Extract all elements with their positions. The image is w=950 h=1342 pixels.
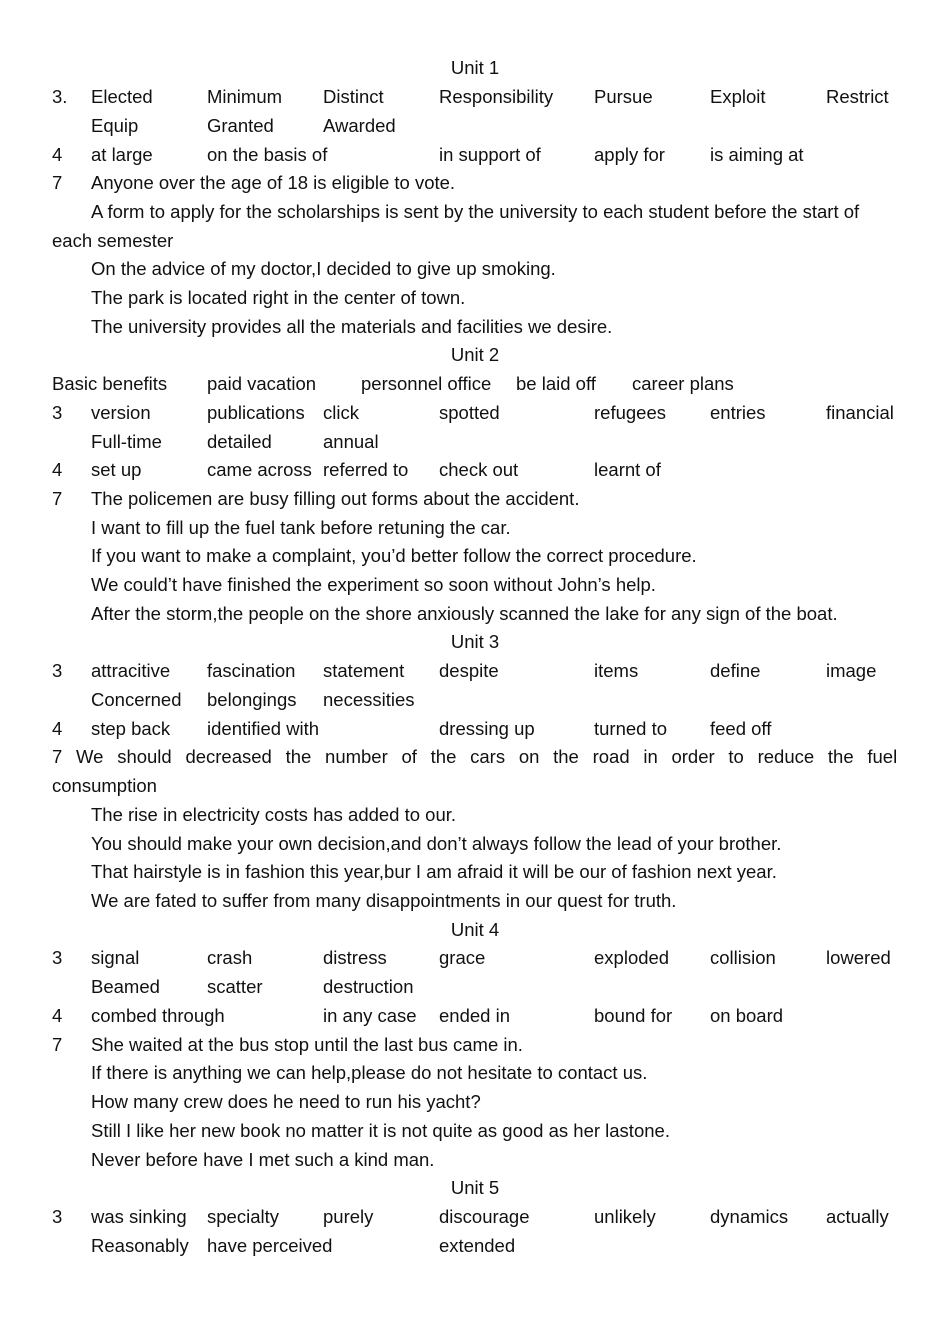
- word: road: [592, 746, 630, 767]
- exercise-number: 7: [52, 1034, 63, 1055]
- word: Full-time: [91, 431, 162, 452]
- word: exploded: [594, 947, 670, 968]
- word: distress: [323, 947, 387, 968]
- word: financial: [826, 402, 894, 423]
- word: the: [285, 746, 312, 767]
- word: entries: [710, 402, 766, 423]
- vocab-term: personnel office: [361, 373, 492, 394]
- sentence: Anyone over the age of 18 is eligible to vote.: [91, 172, 456, 193]
- word: have perceived: [207, 1235, 333, 1256]
- unit-3-ex4: [0, 714, 950, 743]
- vocab-term: paid vacation: [207, 373, 317, 394]
- phrase: combed through: [91, 1005, 225, 1026]
- exercise-number: 7: [52, 746, 63, 767]
- sentence: Never before have I met such a kind man.: [91, 1149, 435, 1170]
- word: Exploit: [710, 86, 766, 107]
- vocab-term: career plans: [632, 373, 734, 394]
- word: Minimum: [207, 86, 283, 107]
- sentence: That hairstyle is in fashion this year,bur I am afraid it will be our of fashion next year.: [91, 861, 777, 882]
- unit-3-ex7-line: [0, 829, 950, 858]
- word: the: [430, 746, 457, 767]
- unit-4-ex7-line: [0, 1145, 950, 1174]
- unit-1-ex7-line: [0, 168, 950, 197]
- sentence: The rise in electricity costs has added to our.: [91, 804, 457, 825]
- exercise-number: 4: [52, 718, 63, 739]
- word: Elected: [91, 86, 153, 107]
- sentence: If there is anything we can help,please do not hesitate to contact us.: [91, 1062, 648, 1083]
- word: specialty: [207, 1206, 279, 1227]
- sentence: We are fated to suffer from many disappointments in our quest for truth.: [91, 890, 677, 911]
- unit-2-ex7-line: [0, 484, 950, 513]
- word: decreased: [185, 746, 272, 767]
- word: crash: [207, 947, 253, 968]
- sentence: After the storm,the people on the shore anxiously scanned the lake for any sign of the boat.: [91, 603, 838, 624]
- unit-2-title: Unit 2: [450, 344, 500, 365]
- sentence: The university provides all the materials and facilities we desire.: [91, 316, 613, 337]
- word: click: [323, 402, 359, 423]
- unit-1-ex7-line: [0, 254, 950, 283]
- exercise-number: 7: [52, 172, 63, 193]
- exercise-number: 3: [52, 660, 63, 681]
- word: lowered: [826, 947, 891, 968]
- word: unlikely: [594, 1206, 656, 1227]
- phrase: came across: [207, 459, 312, 480]
- exercise-number: 3: [52, 947, 63, 968]
- word: of: [401, 746, 417, 767]
- phrase: on the basis of: [207, 144, 328, 165]
- word: was sinking: [91, 1206, 187, 1227]
- word: extended: [439, 1235, 516, 1256]
- word: Distinct: [323, 86, 384, 107]
- word: cars: [470, 746, 506, 767]
- word: Granted: [207, 115, 274, 136]
- unit-3-title: Unit 3: [450, 631, 500, 652]
- unit-3-ex7-line: [0, 886, 950, 915]
- word: to: [728, 746, 744, 767]
- word: image: [826, 660, 877, 681]
- vocab-term: Basic benefits: [52, 373, 168, 394]
- unit-5-ex3-row2: [0, 1231, 950, 1260]
- unit-3-ex7-justified-line: [52, 742, 897, 771]
- vocab-term: be laid off: [516, 373, 596, 394]
- unit-4-ex4: [0, 1001, 950, 1030]
- word: Concerned: [91, 689, 182, 710]
- word: purely: [323, 1206, 374, 1227]
- word: collision: [710, 947, 776, 968]
- phrase: on board: [710, 1005, 784, 1026]
- sentence: Still I like her new book no matter it is not quite as good as her lastone.: [91, 1120, 670, 1141]
- word: in: [643, 746, 658, 767]
- unit-2-ex3-row2: [0, 427, 950, 456]
- word: refugees: [594, 402, 666, 423]
- unit-4-ex3-row1: [0, 943, 950, 972]
- unit-4-ex7-line: [0, 1030, 950, 1059]
- word: dynamics: [710, 1206, 789, 1227]
- phrase: apply for: [594, 144, 665, 165]
- sentence: consumption: [52, 775, 157, 796]
- word: grace: [439, 947, 486, 968]
- exercise-number: 7: [52, 488, 63, 509]
- word: fascination: [207, 660, 296, 681]
- unit-2-ex7-line: [0, 599, 950, 628]
- word: define: [710, 660, 761, 681]
- sentence: She waited at the bus stop until the last bus came in.: [91, 1034, 523, 1055]
- word: Pursue: [594, 86, 653, 107]
- word: on: [518, 746, 540, 767]
- unit-4-ex7-line: [0, 1058, 950, 1087]
- word: annual: [323, 431, 379, 452]
- word: publications: [207, 402, 305, 423]
- exercise-number: 4: [52, 459, 63, 480]
- word: despite: [439, 660, 499, 681]
- phrase: identified with: [207, 718, 320, 739]
- word: Restrict: [826, 86, 889, 107]
- unit-1-ex7-line: [0, 226, 950, 255]
- exercise-number: 4: [52, 1005, 63, 1026]
- word: Equip: [91, 115, 139, 136]
- word: We: [76, 746, 104, 767]
- unit-4-ex3-row2: [0, 972, 950, 1001]
- word: number: [325, 746, 388, 767]
- word: reduce: [757, 746, 815, 767]
- word: Responsibility: [439, 86, 554, 107]
- phrase: set up: [91, 459, 142, 480]
- phrase: bound for: [594, 1005, 673, 1026]
- sentence: If you want to make a complaint, you’d better follow the correct procedure.: [91, 545, 697, 566]
- unit-1-ex4: [0, 140, 950, 169]
- unit-1-ex7-line: [0, 283, 950, 312]
- word: version: [91, 402, 151, 423]
- unit-3-ex3-row2: [0, 685, 950, 714]
- unit-3-ex7-line: [0, 857, 950, 886]
- word: discourage: [439, 1206, 530, 1227]
- phrase: feed off: [710, 718, 772, 739]
- phrase: dressing up: [439, 718, 535, 739]
- word: belongings: [207, 689, 297, 710]
- sentence: We could’t have finished the experiment so soon without John’s help.: [91, 574, 656, 595]
- phrase: referred to: [323, 459, 409, 480]
- unit-4-ex7-line: [0, 1087, 950, 1116]
- unit-5-title: Unit 5: [450, 1177, 500, 1198]
- unit-2-vocab: [0, 369, 950, 398]
- exercise-number: 3.: [52, 86, 68, 107]
- sentence: You should make your own decision,and don’t always follow the lead of your brother.: [91, 833, 782, 854]
- phrase: is aiming at: [710, 144, 804, 165]
- sentence: each semester: [52, 230, 174, 251]
- phrase: check out: [439, 459, 519, 480]
- word: Beamed: [91, 976, 160, 997]
- unit-1-ex3-row1: [0, 82, 950, 111]
- sentence: A form to apply for the scholarships is sent by the university to each student before the start of: [91, 201, 860, 222]
- phrase: in support of: [439, 144, 541, 165]
- exercise-number: 3: [52, 402, 63, 423]
- sentence: I want to fill up the fuel tank before retuning the car.: [91, 517, 511, 538]
- unit-4-title: Unit 4: [450, 919, 500, 940]
- word: necessities: [323, 689, 415, 710]
- phrase: in any case: [323, 1005, 417, 1026]
- word: statement: [323, 660, 405, 681]
- unit-2-ex7-line: [0, 513, 950, 542]
- phrase: ended in: [439, 1005, 510, 1026]
- word: destruction: [323, 976, 414, 997]
- word: Awarded: [323, 115, 396, 136]
- exercise-number: 4: [52, 144, 63, 165]
- word: the: [553, 746, 579, 767]
- unit-1-ex7-line: [0, 197, 950, 226]
- phrase: learnt of: [594, 459, 661, 480]
- word: scatter: [207, 976, 263, 997]
- word: items: [594, 660, 639, 681]
- sentence: The policemen are busy filling out forms about the accident.: [91, 488, 580, 509]
- word: detailed: [207, 431, 272, 452]
- unit-1-title: Unit 1: [450, 57, 500, 78]
- word: should: [117, 746, 172, 767]
- word: actually: [826, 1206, 889, 1227]
- word: Reasonably: [91, 1235, 189, 1256]
- word: spotted: [439, 402, 500, 423]
- unit-2-ex3-row1: [0, 398, 950, 427]
- sentence: The park is located right in the center of town.: [91, 287, 466, 308]
- unit-1-ex7-line: [0, 312, 950, 341]
- phrase: at large: [91, 144, 153, 165]
- unit-3-ex7-line: [0, 771, 950, 800]
- sentence: On the advice of my doctor,I decided to give up smoking.: [91, 258, 556, 279]
- unit-3-ex7-line: [0, 800, 950, 829]
- phrase: turned to: [594, 718, 668, 739]
- unit-1-ex3-row2: [0, 111, 950, 140]
- unit-4-ex7-line: [0, 1116, 950, 1145]
- word: fuel: [867, 746, 898, 767]
- exercise-number: 3: [52, 1206, 63, 1227]
- unit-3-ex3-row1: [0, 656, 950, 685]
- unit-2-ex7-line: [0, 541, 950, 570]
- word: attracitive: [91, 660, 171, 681]
- unit-2-ex4: [0, 455, 950, 484]
- unit-2-ex7-line: [0, 570, 950, 599]
- unit-5-ex3-row1: [0, 1202, 950, 1231]
- word: order: [671, 746, 715, 767]
- phrase: step back: [91, 718, 171, 739]
- word: signal: [91, 947, 140, 968]
- sentence: How many crew does he need to run his yacht?: [91, 1091, 481, 1112]
- word: the: [827, 746, 854, 767]
